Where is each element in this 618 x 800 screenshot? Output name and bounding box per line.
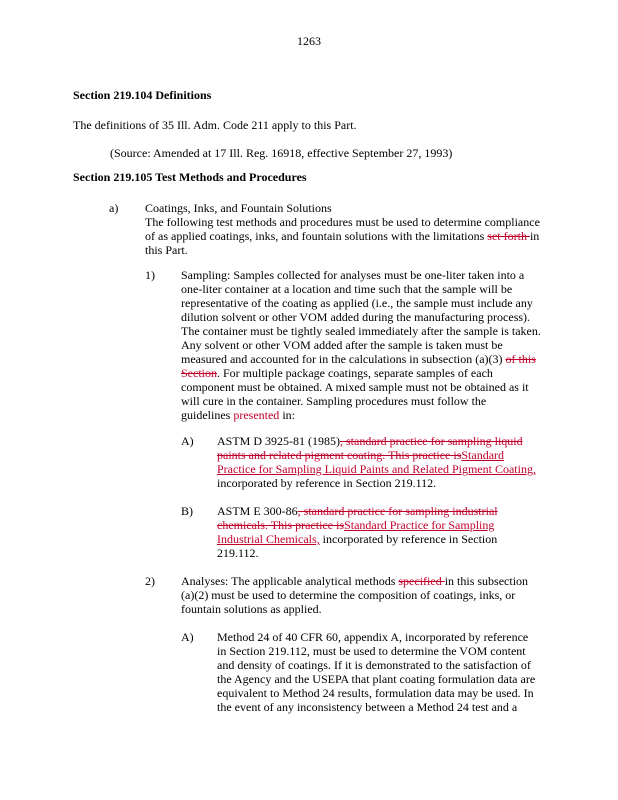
astm-e-line bbox=[217, 504, 498, 518]
text: in: bbox=[279, 408, 295, 422]
sampling-line: will cure in the container. Sampling procedures must follow the bbox=[181, 394, 487, 408]
section-219-105-heading: Section 219.105 Test Methods and Procedures bbox=[73, 170, 307, 184]
item-1-marker: 1) bbox=[145, 268, 155, 282]
astm-d-line bbox=[217, 434, 523, 448]
astm-e-line: 219.112. bbox=[217, 546, 259, 560]
text: ASTM E 300-86 bbox=[217, 504, 298, 518]
text: ASTM D 3925-81 (1985) bbox=[217, 434, 340, 448]
inserted-text: Standard bbox=[461, 448, 505, 462]
inserted-text: presented bbox=[233, 408, 280, 422]
subsection-a-marker: a) bbox=[109, 201, 119, 215]
sampling-line: component must be obtained. A mixed sample must not be obtained as it bbox=[181, 380, 529, 394]
sampling-line: dilution solvent or other VOM added during the manufacturing process). bbox=[181, 310, 531, 324]
deleted-text: specified bbox=[398, 574, 445, 588]
analyses-line: (a)(2) must be used to determine the composition of coatings, inks, or bbox=[181, 588, 516, 602]
deleted-text: paints and related pigment coating. This practice is bbox=[217, 448, 462, 462]
text: in this subsection bbox=[444, 574, 529, 588]
subsection-a-intro-line1: The following test methods and procedures must be used to determine compliance bbox=[145, 215, 540, 229]
sampling-line: Sampling: Samples collected for analyses must be one-liter taken into a bbox=[181, 268, 525, 282]
sampling-line: one-liter container at a location and time such that the sample will be bbox=[181, 282, 513, 296]
text: Analyses: The applicable analytical methods bbox=[181, 574, 399, 588]
method-24-line: the Agency and the USEPA that plant coating formulation data are bbox=[217, 672, 536, 686]
text: . For multiple package coatings, separate samples of each bbox=[217, 366, 493, 380]
method-24-line: and density of coatings. If it is demonstrated to the satisfaction of bbox=[217, 658, 531, 672]
text: incorporated by reference in Section bbox=[319, 532, 498, 546]
astm-d-line bbox=[217, 448, 504, 462]
astm-d-line: incorporated by reference in Section 219.112. bbox=[217, 476, 437, 490]
page-number: 1263 bbox=[297, 34, 321, 48]
analyses-line bbox=[181, 574, 528, 588]
section-219-104-heading: Section 219.104 Definitions bbox=[73, 88, 212, 102]
deleted-text: Section bbox=[181, 366, 217, 380]
astm-d-line bbox=[217, 462, 536, 476]
text: measured and accounted for in the calculations in subsection (a)(3) bbox=[181, 352, 506, 366]
analyses-line: fountain solutions as applied. bbox=[181, 602, 322, 616]
source-note: (Source: Amended at 17 Ill. Reg. 16918, effective September 27, 1993) bbox=[110, 146, 453, 160]
deleted-text: set forth bbox=[487, 229, 530, 243]
deleted-text: , standard practice for sampling industrial bbox=[297, 504, 498, 518]
inserted-text: Industrial Chemicals, bbox=[217, 532, 320, 546]
item-1B-marker: B) bbox=[181, 504, 193, 518]
method-24-line: the event of any inconsistency between a Method 24 test and a bbox=[217, 700, 518, 714]
subsection-a-intro-line2 bbox=[145, 229, 539, 243]
deleted-text: chemicals. This practice is bbox=[217, 518, 345, 532]
sampling-line: Any solvent or other VOM added after the sample is taken must be bbox=[181, 338, 503, 352]
method-24-line: Method 24 of 40 CFR 60, appendix A, incorporated by reference bbox=[217, 630, 529, 644]
sampling-line bbox=[181, 366, 493, 380]
method-24-line: equivalent to Method 24 results, formulation data may be used. In bbox=[217, 686, 534, 700]
method-24-line: in Section 219.112, must be used to determine the VOM content bbox=[217, 644, 526, 658]
sampling-line: The container must be tightly sealed immediately after the sample is taken. bbox=[181, 324, 541, 338]
text: guidelines bbox=[181, 408, 234, 422]
inserted-text: Standard Practice for Sampling bbox=[344, 518, 495, 532]
section-219-104-body: The definitions of 35 Ill. Adm. Code 211 apply to this Part. bbox=[73, 118, 357, 132]
intro-text: of as applied coatings, inks, and fountain solutions with the limitations bbox=[145, 229, 488, 243]
sampling-line bbox=[181, 352, 536, 366]
astm-e-line bbox=[217, 532, 497, 546]
deleted-text: of this bbox=[505, 352, 536, 366]
inserted-text: Practice for Sampling Liquid Paints and Related Pigment Coating, bbox=[217, 462, 536, 476]
astm-e-line bbox=[217, 518, 494, 532]
sampling-line bbox=[181, 408, 295, 422]
sampling-line: representative of the coating as applied (i.e., the sample must include any bbox=[181, 296, 533, 310]
subsection-a-intro-line3: this Part. bbox=[145, 243, 188, 257]
deleted-text: , standard practice for sampling liquid bbox=[340, 434, 523, 448]
intro-text-end: in bbox=[529, 229, 540, 243]
item-2-marker: 2) bbox=[145, 574, 155, 588]
item-2A-marker: A) bbox=[181, 630, 194, 644]
item-1A-marker: A) bbox=[181, 434, 194, 448]
subsection-a-title: Coatings, Inks, and Fountain Solutions bbox=[145, 201, 332, 215]
